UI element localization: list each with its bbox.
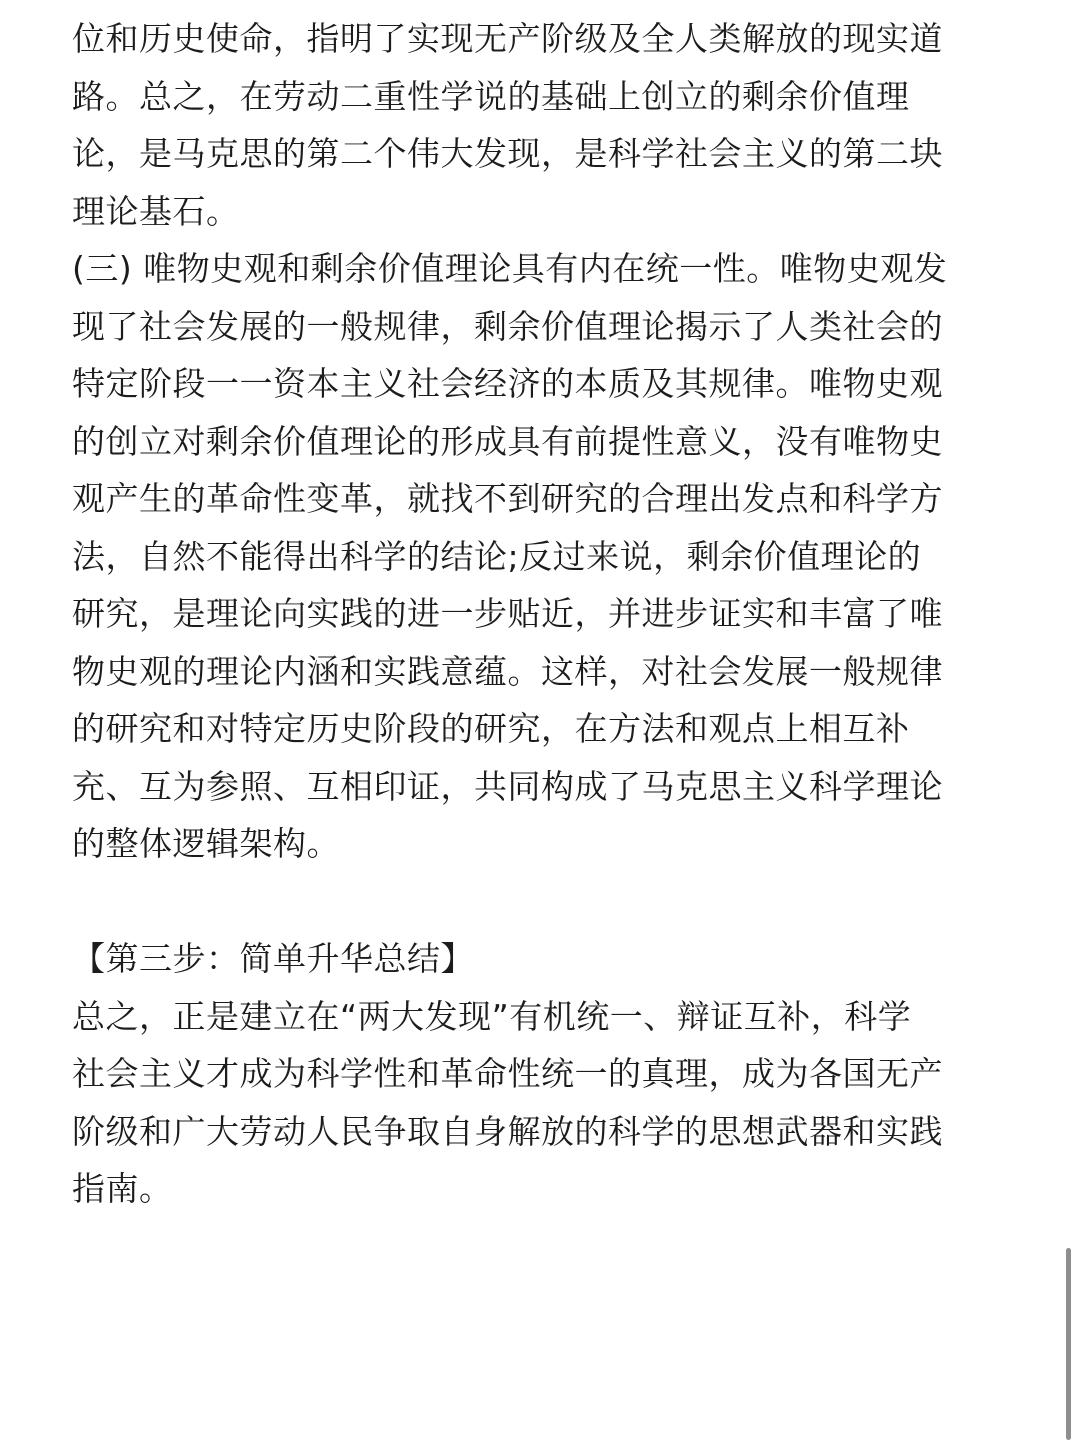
text-line: 的创立对剩余价值理论的形成具有前提性意义，没有唯物史: [72, 421, 943, 461]
paragraph-conclusion-part2: [72, 10, 1012, 240]
text-line: 位和历史使命，指明了实现无产阶级及全人类解放的现实道: [72, 19, 943, 58]
text-line: 路。总之，在劳动二重性学说的基础上创立的剩余价值理: [72, 76, 910, 116]
section-step-three: [72, 930, 1012, 1218]
text-line: 物史观的理论内涵和实践意蕴。这样，对社会发展一般规律: [72, 651, 943, 691]
text-line: 社会主义才成为科学性和革命性统一的真理，成为各国无产: [72, 1054, 943, 1093]
text-line: 充、互为参照、互相印证，共同构成了马克思主义科学理论: [72, 766, 943, 806]
text-line: 阶级和广大劳动人民争取自身解放的科学的思想武器和实践: [72, 1111, 943, 1151]
scrollbar-thumb[interactable]: [1066, 1248, 1071, 1440]
text-line: 特定阶段一一资本主义社会经济的本质及其规律。唯物史观: [72, 364, 943, 403]
text-line: (三) 唯物史观和剩余价值理论具有内在统一性。唯物史观发: [72, 249, 948, 288]
document-text: [72, 10, 1012, 1218]
text-line: 的研究和对特定历史阶段的研究，在方法和观点上相互补: [72, 709, 910, 748]
text-line: 总之，正是建立在“两大发现”有机统一、辩证互补，科学: [72, 996, 912, 1036]
text-line: 理论基石。: [72, 191, 240, 231]
text-line: 现了社会发展的一般规律，剩余价值理论揭示了人类社会的: [72, 306, 943, 346]
text-line: 指南。: [72, 1169, 173, 1208]
text-line: 观产生的革命性变革，就找不到研究的合理出发点和科学方: [72, 479, 943, 518]
text-line: 的整体逻辑架构。: [72, 824, 340, 863]
section-heading: 【第三步：简单升华总结】: [72, 939, 474, 978]
paragraph-unity: [72, 240, 1012, 873]
text-line: 研究，是理论向实践的进一步贴近，并进步证实和丰富了唯: [72, 594, 943, 633]
paragraph-spacer: [72, 873, 1012, 931]
text-line: 论，是马克思的第二个伟大发现，是科学社会主义的第二块: [72, 134, 943, 173]
text-line: 法，自然不能得出科学的结论;反过来说，剩余价值理论的: [72, 536, 922, 576]
